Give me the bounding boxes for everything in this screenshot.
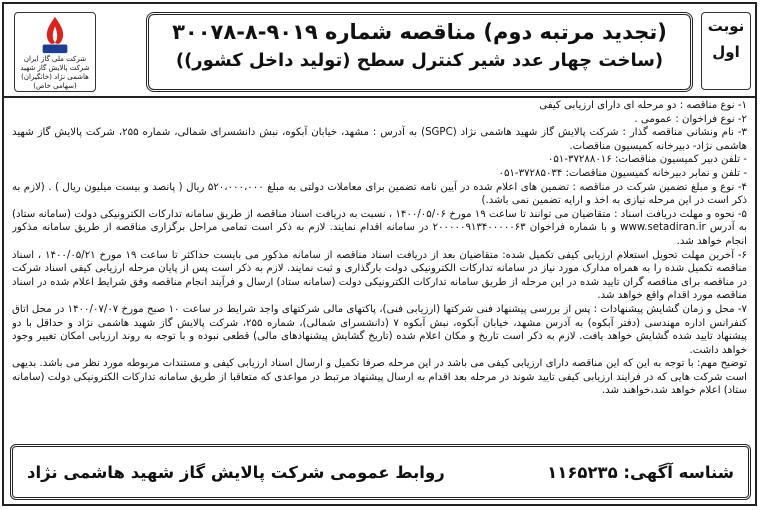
- page-subtitle: (ساخت چهار عدد شیر کنترل سطح (تولید داخل کشور)): [175, 50, 664, 71]
- round-label-2: اول: [712, 43, 740, 61]
- item-office-phone: - تلفن و نمابر دبیرخانه کمیسیون مناقصات: ۳۷۲۸۵۰۳۴-۰۵۱: [498, 167, 747, 179]
- item-note: توضیح مهم: با توجه به این که این مناقصه دارای ارزیابی کیفی می باشد در این مرحله صرفا تکمیل و ارسال اسناد ارزیابی کیفی و مستندات مربوطه مورد نظر می باشد. بدیهی است شرکت هایی که در فرایند ارزیابی کیفی تایید شوند در مرحله بعد اقدام به ارسال پیشنهاد مرتبط در مواعدی که متعاقبا از طریق سامانه تدارکات الکترونیکی دولت (سامانه ستاد) اعلام خواهد شد،خواهند شد.: [12, 358, 747, 397]
- item-organizer: ۳- نام ونشانی مناقصه گذار : شرکت پالایش گاز شهید هاشمی نژاد (SGPC) به آدرس : مشهد، خیابان آبکوه، نبش دانشسرای شمالی، شماره ۲۵۵، شرکت پالایش گاز شهید هاشمی نژاد- دبیرخانه کمیسیون مناقصات.: [12, 127, 747, 152]
- header-divider: [4, 96, 755, 98]
- page-title: (تجدید مرتبه دوم) مناقصه شماره ۹۰۱۹-۸-۳۰۰۷۸: [172, 20, 667, 44]
- notice-frame: [2, 2, 757, 506]
- footer: [10, 444, 751, 500]
- round-box: [701, 12, 751, 90]
- item-guarantee: ۴- نوع و مبلغ تضمین شرکت در مناقصه : تضمین های اعلام شده در آیین نامه تضمین برای معاملات دولتی به مبلغ ۵۲۰،۰۰۰،۰۰۰ ریال ( پانصد و بیست میلیون ریال ) . (لازم به ذکر است در این مرحله نیازی به اخذ و ارایه تضمین نمی باشد.): [12, 181, 747, 207]
- title-box: [146, 12, 693, 92]
- logo-text-2: شرکت پالایش گاز شهید هاشمی نژاد (خانگیران): [20, 64, 90, 81]
- flame-logo-icon: [35, 15, 75, 55]
- company-logo-box: [14, 12, 96, 92]
- logo-text-3: (سهامی خاص): [33, 82, 77, 90]
- item-tender-type: ۱- نوع مناقصه : دو مرحله ای دارای ارزیابی کیفی: [539, 100, 747, 111]
- item-documents: ۵- نحوه و مهلت دریافت اسناد : متقاضیان می توانند تا ساعت ۱۹ مورخ ۱۴۰۰/۰۵/۰۶ ، نسبت به دریافت اسناد مناقصه از طریق سامانه تدارکات الکترونیکی دولت (سامانه ستاد) به آدرس www.setadiran.ir و با شماره فراخوان ۲۰۰۰۰۰۹۱۳۴۰۰۰۰۰۶۳ در سامانه اقدام نمایند. لازم به ذکر است تمامی مراحل برگزاری مناقصه از طریق سامانه مذکور انجام خواهد شد.: [12, 208, 747, 247]
- notice-id: شناسه آگهی: ۱۱۶۵۲۳۵: [547, 462, 734, 482]
- item-opening: ۷- محل و زمان گشایش پیشنهادات : پس از بررسی پیشنهاد فنی شرکتها (ارزیابی فنی)، پاکتهای مالی شرکتهای واجد شرایط در ساعت ۱۰ صبح مورخ ۱۴۰۰/۰۷/۰۷ در محل اتاق کنفرانس اداره مهندسی (دفتر آبکوه) به آدرس مشهد، خیابان آبکوه، نبش آبکوه ۷ (دانشسرای شمالی)، شماره ۲۵۵، شرکت پالایش گاز شهید هاشمی نژاد و حداقل با دو پیشنهاد تایید شده گشایش خواهد یافت. لازم به ذکر است تاریخ و مکان اعلام شده (تاریخ گشایش پیشنهادهای مالی) قطعی نبوده و با توجه به روند ارزیابی امکان تغییر وجود خواهد داشت.: [12, 303, 747, 356]
- round-label-1: نوبت: [707, 17, 745, 35]
- notice-body: [12, 99, 747, 439]
- item-call-type: ۲- نوع فراخوان : عمومی .: [634, 113, 747, 125]
- publisher: روابط عمومی شرکت پالایش گاز شهید هاشمی نژاد: [27, 462, 445, 482]
- item-secretary-phone: - تلفن دبیر کمیسیون مناقصات: ۳۷۲۸۸۰۱۶-۰۵۱: [547, 154, 747, 166]
- header: [4, 4, 755, 96]
- item-deadline: ۶- آخرین مهلت تحویل استعلام ارزیابی کیفی تکمیل شده: متقاضیان بعد از دریافت اسناد مناقصه از سامانه مذکور می بایست حداکثر تا ساعت ۱۹ مورخ ۱۴۰۰/۰۵/۲۱ ، اسناد مناقصه تکمیل شده را به همراه مدارک مورد نیاز در سامانه تدارکات الکترونیکی دولت بارگذاری و ثبت نمایند. لازم به ذکر است پس از پایان مرحله ارزیابی کیفی اسناد شرکت در مناقصه برای مناقصه گران تایید شده در این مرحله از طریق سامانه تدارکات الکترونیکی دولت (سامانه ستاد) ارسال و فرآیند انجام مناقصه وفق شرایط اعلام شده در اسناد مناقصه مورد اقدام واقع خواهد شد.: [12, 249, 747, 302]
- logo-text-1: شرکت ملی گاز ایران: [23, 55, 87, 63]
